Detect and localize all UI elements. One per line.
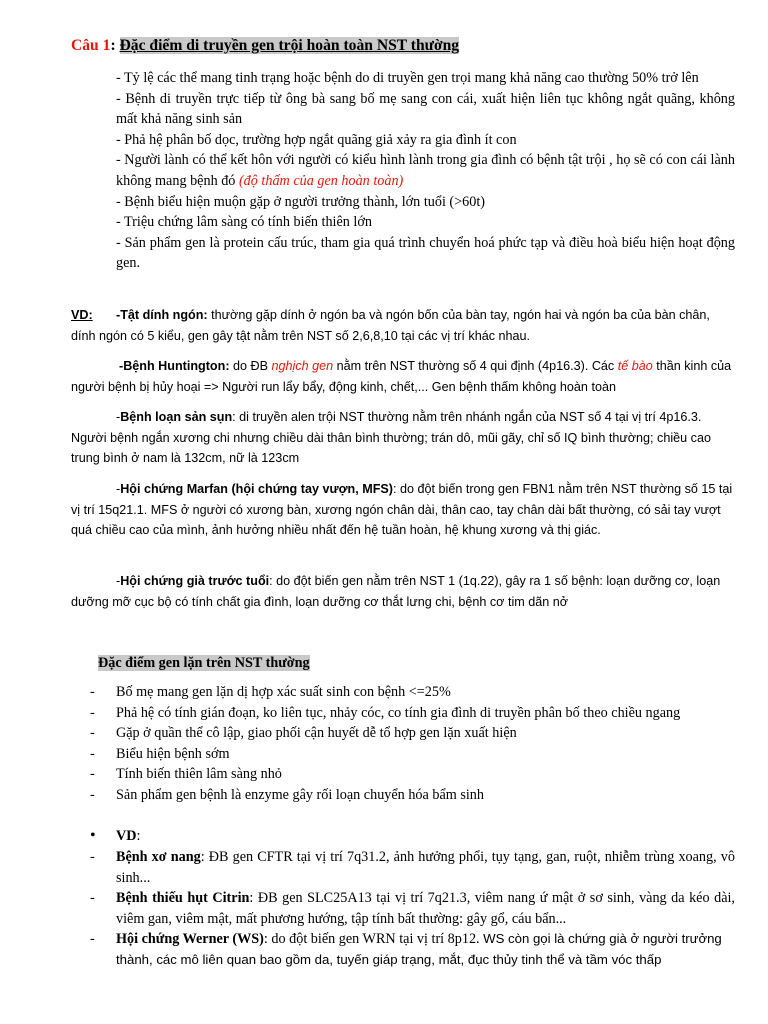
example-text: : do đột biến gen nằm trên NST 1 (1q.22), gây ra 1 số bệnh: loạn dưỡng cơ, loạn dưỡng mỡ cục bộ có tính chất gia đình, loạn dưỡng cơ thắt lưng chi, bệnh cơ tim dãn nở	[71, 574, 721, 609]
example-text: : ĐB gen CFTR tại vị trí 7q31.2, ảnh hưởng phổi, tụy tạng, gan, ruột, nhiễm trùng xoang, vô sinh...	[116, 849, 735, 886]
example-syndactyly	[71, 305, 735, 346]
recessive-point-text: Phả hệ có tính gián đoạn, ko liên tục, nhảy cóc, co tính gia đình di truyền phân bố theo chiều ngang	[116, 705, 681, 721]
example-text: nằm trên NST thường số 4 qui định (4p16.3). Các	[333, 359, 618, 373]
dash-marker: -	[90, 849, 95, 865]
example-text: do ĐB	[229, 359, 272, 373]
example-progeria	[71, 571, 735, 612]
example-text: thường gặp dính ở ngón ba và ngón bốn của bàn tay, ngón hai và ngón ba của bàn chân, dính ngón có 5 kiểu, gen gây tật nằm trên NST số 2,6,8,10 tại các vị trí khác nhau.	[71, 308, 710, 343]
question-label: Câu 1	[71, 37, 111, 54]
penetrance-note: (độ thấm của gen hoàn toàn)	[238, 172, 404, 189]
example-name: Hội chứng Werner (WS)	[116, 931, 264, 947]
example-text: : do đột biến trong gen FBN1 nằm trên NST thường số 15 tại vị trí 15q21.1. MFS ở người có xương bàn, xương ngón chân dài, thân cao, tay chân dài bất thường, có sải tay vượt quá chiều cao của mình, ảnh hưởng nhiều nhất đến hệ tuần hoàn, hệ khung xương và thị giác.	[71, 482, 733, 538]
dominant-point: - Tỷ lệ các thể mang tinh trạng hoặc bệnh do di truyền gen trọi mang khả năng cao thường 50% trở lên	[116, 70, 699, 86]
recessive-example-cystic-fibrosis	[90, 847, 735, 888]
example-name: Bệnh thiếu hụt Citrin	[116, 890, 250, 906]
recessive-example-citrin	[90, 888, 735, 929]
penetrance-point	[116, 150, 735, 191]
dash-marker: -	[90, 684, 95, 700]
example-text: WS còn gọi là chứng già ở người trưởng thành, các mô liên quan bao gồm da, tuyến giáp trạng, mắt, đục thủy tinh thể và tầm vóc thấp	[116, 931, 722, 967]
vd-bullet-item	[90, 826, 735, 847]
example-name: Hội chứng Marfan (hội chứng tay vượn, MFS)	[120, 482, 393, 496]
dash-marker: -	[90, 746, 95, 762]
example-achondroplasia	[71, 407, 735, 469]
vd-label: VD:	[71, 308, 93, 322]
recessive-point	[90, 723, 735, 744]
dash-marker: -	[90, 766, 95, 782]
recessive-point	[90, 744, 735, 765]
example-text: : di truyền alen trội NST thường nằm trên nhánh ngắn của NST số 4 tại vị trí 4p16.3. Người bệnh ngắn xương chi nhưng chiều dài thân bình thường; trán dô, mũi gãy, chỉ số IQ bình thường; chiều cao trung bình ở nam là 132cm, nữ là 123cm	[71, 410, 711, 466]
recessive-point-text: Tính biến thiên lâm sàng nhỏ	[116, 766, 282, 782]
section-heading	[98, 653, 310, 673]
example-text: : do đột biến gen WRN tại vị trí 8p12.	[263, 931, 484, 947]
example-text: : ĐB gen SLC25A13 tại vị trí 7q21.3, viêm nang ứ mật ở sơ sinh, vàng da kéo dài, viêm gan, viêm mật, mất phương hướng, tập tính bất thường: gây gổ, cáu bẩn...	[116, 890, 735, 927]
penetrance-text: - Người lành có thể kết hôn với người có kiểu hình lành trong gia đình có bệnh tật trội , họ sẽ có con cái lành không mang bệnh đó	[116, 152, 735, 189]
vd-colon: :	[136, 828, 141, 844]
recessive-point	[90, 703, 735, 724]
recessive-point	[90, 764, 735, 785]
section-heading-text: Đặc điểm gen lặn trên NST thường	[98, 655, 310, 671]
example-highlight: tế bào	[617, 359, 653, 373]
dash-marker: -	[90, 725, 95, 741]
recessive-point-text: Bố mẹ mang gen lặn dị hợp xác suất sinh con bệnh <=25%	[116, 684, 451, 700]
recessive-point	[90, 682, 735, 703]
example-name: Bệnh loạn sản sụn	[120, 410, 233, 424]
dash-marker: -	[90, 787, 95, 803]
dash-marker: -	[90, 705, 95, 721]
dominant-point: - Phả hệ phân bố dọc, trường hợp ngắt quãng giả xảy ra gia đình ít con	[116, 131, 517, 148]
recessive-point	[90, 785, 735, 806]
example-name: -Bệnh Huntington:	[119, 359, 230, 373]
example-prefix: -	[116, 482, 121, 496]
recessive-point-text: Sản phẩm gen bệnh là enzyme gây rối loạn chuyển hóa bẩm sinh	[116, 787, 484, 803]
example-marfan	[71, 479, 735, 541]
title-colon: :	[110, 37, 120, 54]
recessive-example-werner	[90, 929, 735, 970]
dominant-point: - Bệnh di truyền trực tiếp từ ông bà sang bố mẹ sang con cái, xuất hiện liên tục không ngắt quãng, không mất khả năng sinh sản	[116, 90, 735, 128]
dash-marker: -	[90, 890, 95, 906]
example-prefix: -	[116, 410, 121, 424]
dominant-characteristics	[116, 68, 735, 274]
example-text: thần kinh của người bệnh bị hủy hoại => Người run lẩy bẩy, động kinh, chết,... Gen bệnh thấm không hoàn toàn	[71, 359, 732, 394]
vd-label: VD	[116, 828, 137, 844]
recessive-point-text: Gặp ở quần thể cô lập, giao phối cận huyết dễ tổ hợp gen lặn xuất hiện	[116, 725, 517, 741]
example-huntington	[71, 356, 735, 397]
recessive-point-text: Biểu hiện bệnh sớm	[116, 746, 230, 762]
example-name: Hội chứng già trước tuổi	[120, 574, 270, 588]
example-name: -Tật dính ngón:	[116, 308, 208, 322]
dominant-point: - Triệu chứng lâm sàng có tính biến thiên lớn	[116, 214, 372, 231]
title-text: Đặc điểm di truyền gen trội hoàn toàn NST thường	[119, 37, 460, 54]
example-name: Bệnh xơ nang	[116, 849, 201, 865]
bullet-marker: •	[90, 827, 96, 844]
dash-marker: -	[90, 931, 95, 947]
page-title	[71, 36, 459, 56]
dominant-point: - Sản phẩm gen là protein cấu trúc, tham gia quá trình chuyển hoá phức tạp và điều hoà biểu hiện hoạt động gen.	[116, 234, 735, 272]
example-highlight: nghịch gen	[271, 359, 334, 373]
example-prefix: -	[116, 574, 121, 588]
dominant-point: - Bệnh biểu hiện muộn gặp ở người trưởng thành, lớn tuổi (>60t)	[116, 193, 486, 210]
